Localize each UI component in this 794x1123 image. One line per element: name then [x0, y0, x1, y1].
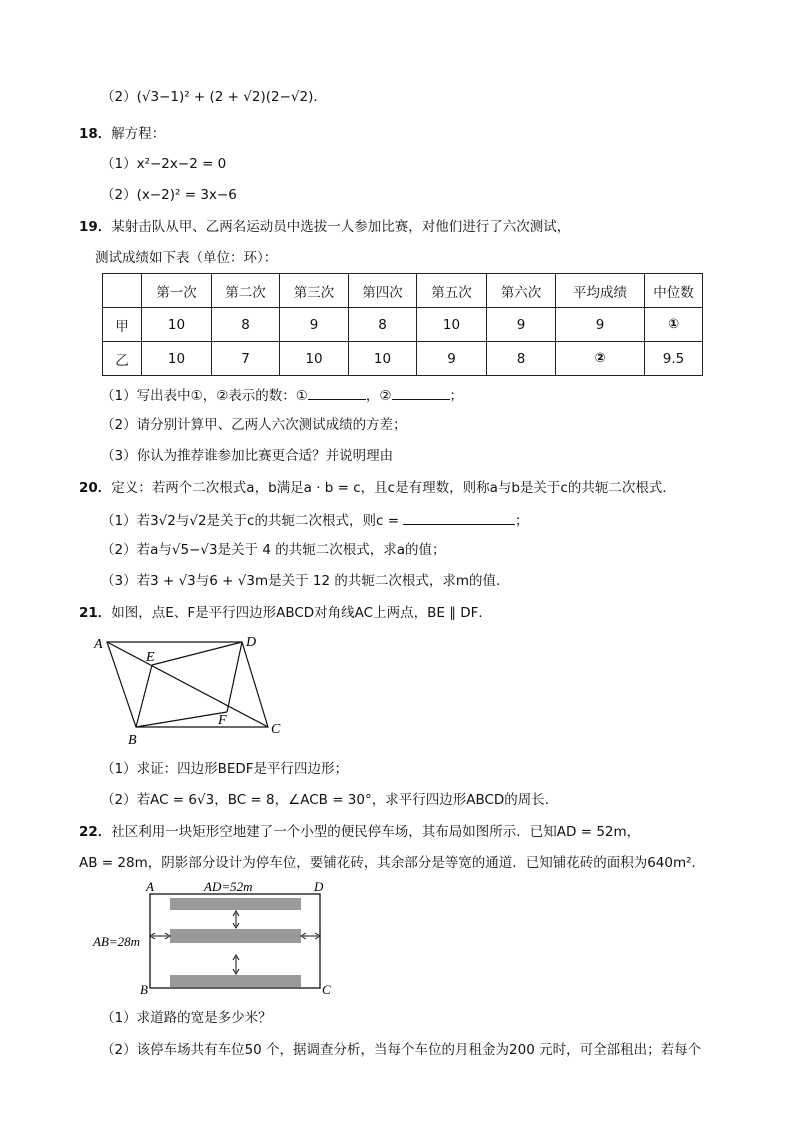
q20-part1-text: （1）若3√2与√2是关于c的共轭二次根式，则c =	[101, 513, 400, 529]
q17-part2: （2）(√3−1)² + (2 + √2)(2−√2)．	[101, 89, 327, 105]
q19-intro: 某射击队从甲、乙两名运动员中选拔一人参加比赛，对他们进行了六次测试，	[111, 219, 571, 235]
q22-part2: （2）该停车场共有车位50 个，据调查分析，当每个车位的月租金为200 元时，可全部租出；若每个	[101, 1042, 702, 1058]
q18-number: 18．	[79, 126, 112, 142]
q22-text1: 社区利用一块矩形空地建了一个小型的便民停车场，其布局如图所示．已知AD = 52m，	[111, 824, 641, 840]
q19-part1-end: ；	[449, 388, 464, 404]
table-cell: 乙	[103, 342, 142, 376]
q19-part1	[101, 385, 463, 405]
fig-label-b: B	[140, 982, 148, 997]
parking-lot-figure	[88, 877, 338, 1002]
q20-part1	[101, 510, 529, 530]
answer-blank-2[interactable]	[392, 385, 450, 400]
label-a: A	[94, 637, 103, 652]
circled-one-marker: ①	[667, 317, 679, 332]
table-header-cell: 中位数	[645, 274, 703, 308]
q20-heading	[79, 479, 676, 497]
label-e: E	[146, 650, 155, 665]
fig-label-ad: AD=52m	[204, 879, 253, 894]
table-cell: 9	[556, 308, 645, 342]
q19-heading	[79, 218, 570, 236]
table-cell: 甲	[103, 308, 142, 342]
q22-number: 22．	[79, 824, 112, 840]
table-cell: 8	[487, 342, 556, 376]
label-b: B	[128, 733, 137, 748]
q20-number: 20．	[79, 480, 112, 496]
segment-be	[136, 665, 152, 727]
table-cell: 10	[280, 342, 349, 376]
table-cell	[556, 342, 645, 376]
table-header-cell: 第五次	[417, 274, 487, 308]
q19-intro2: 测试成绩如下表（单位：环）：	[95, 250, 278, 266]
table-cell: 9	[280, 308, 349, 342]
q18-heading	[79, 125, 165, 143]
answer-blank-1[interactable]	[308, 385, 366, 400]
q18-part1: （1）x²−2x−2 = 0	[101, 156, 227, 172]
q22-part1: （1）求道路的宽是多少米？	[101, 1010, 272, 1026]
table-header-cell	[103, 274, 142, 308]
fig-label-d: D	[314, 879, 324, 894]
label-c: C	[271, 722, 281, 737]
q19-part1-text: （1）写出表中①，②表示的数：①	[101, 388, 308, 404]
table-cell: 10	[142, 308, 212, 342]
q19-part3: （3）你认为推荐谁参加比赛更合适？并说明理由	[101, 448, 394, 464]
parking-strip-top	[170, 898, 301, 910]
table-row	[103, 308, 703, 342]
table-header-cell: 第一次	[142, 274, 212, 308]
parallelogram-figure	[90, 630, 300, 748]
q21-heading	[79, 604, 492, 622]
table-cell: 7	[212, 342, 280, 376]
segment-df	[227, 642, 242, 712]
parking-strip-middle	[170, 929, 301, 943]
table-row	[103, 342, 703, 376]
q21-number: 21．	[79, 605, 112, 621]
table-header-cell: 第二次	[212, 274, 280, 308]
table-cell: 10	[142, 342, 212, 376]
q21-part1: （1）求证：四边形BEDF是平行四边形；	[101, 761, 349, 777]
q21-part2: （2）若AC = 6√3，BC = 8，∠ACB = 30°，求平行四边形ABCD的周长．	[101, 792, 559, 808]
segment-ed	[152, 642, 242, 665]
table-cell: 9	[417, 342, 487, 376]
table-header-cell: 平均成绩	[556, 274, 645, 308]
table-cell: 10	[417, 308, 487, 342]
q19-part2: （2）请分别计算甲、乙两人六次测试成绩的方差；	[101, 417, 407, 433]
q22-text2: AB = 28m，阴影部分设计为停车位，要铺花砖，其余部分是等宽的通道．已知铺花砖的面积为640m²．	[79, 855, 706, 871]
table-header-row	[103, 274, 703, 308]
table-header-cell: 第三次	[280, 274, 349, 308]
parking-strip-bottom	[170, 975, 301, 987]
q18-title: 解方程：	[111, 126, 166, 142]
q19-number: 19．	[79, 219, 112, 235]
table-cell: 8	[349, 308, 417, 342]
answer-blank-c[interactable]	[403, 510, 515, 525]
table-cell: 8	[212, 308, 280, 342]
q18-part2: （2）(x−2)² = 3x−6	[101, 187, 237, 203]
q20-part1-end: ；	[515, 513, 529, 529]
fig-label-c: C	[322, 982, 331, 997]
circled-two-marker: ②	[594, 351, 606, 366]
q20-definition: 定义：若两个二次根式a，b满足a · b = c，且c是有理数，则称a与b是关于c的共轭二次根式．	[111, 480, 676, 496]
fig-label-ab: AB=28m	[93, 934, 141, 949]
q22-heading	[79, 823, 640, 841]
table-cell: 9	[487, 308, 556, 342]
q20-part2: （2）若a与√5−√3是关于 4 的共轭二次根式，求a的值；	[101, 542, 446, 558]
q19-part1-sep: ，②	[365, 388, 392, 404]
label-d: D	[246, 635, 257, 650]
segment-bf	[136, 712, 227, 727]
table-cell: 10	[349, 342, 417, 376]
table-cell	[645, 308, 703, 342]
table-header-cell: 第六次	[487, 274, 556, 308]
fig-label-a: A	[146, 879, 154, 894]
q21-text: 如图，点E、F是平行四边形ABCD对角线AC上两点，BE ∥ DF．	[111, 605, 492, 621]
label-f: F	[218, 713, 227, 728]
table-header-cell: 第四次	[349, 274, 417, 308]
table-cell: 9.5	[645, 342, 703, 376]
score-table	[102, 273, 703, 376]
q20-part3: （3）若3 + √3与6 + √3m是关于 12 的共轭二次根式，求m的值．	[101, 573, 510, 589]
